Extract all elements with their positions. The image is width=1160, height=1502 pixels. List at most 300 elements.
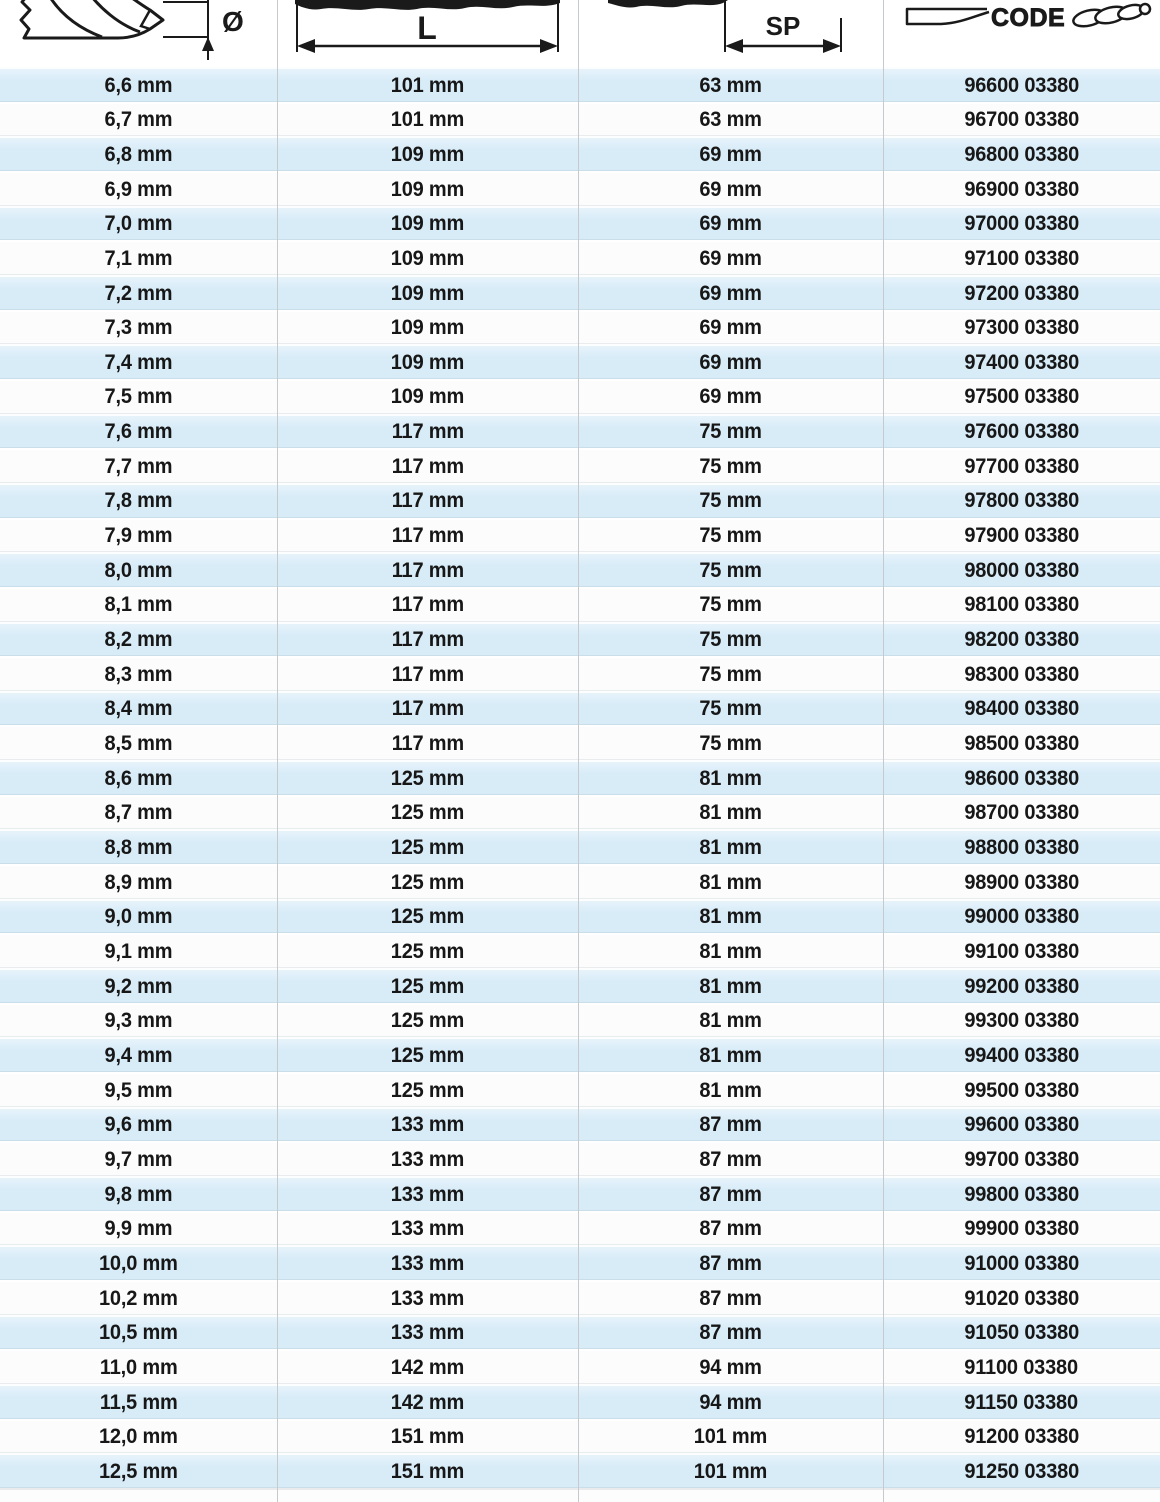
diameter-value: 9,6 mm <box>104 1112 173 1137</box>
length-value: 125 mm <box>390 835 465 860</box>
diameter-value: 7,9 mm <box>104 523 173 548</box>
table-row <box>0 448 1160 483</box>
table-row <box>0 102 1160 137</box>
code-value: 97200 03380 <box>964 280 1079 305</box>
diameter-value: 8,5 mm <box>104 731 173 756</box>
diameter-cell <box>0 208 277 241</box>
spiral-value: 75 mm <box>699 731 762 756</box>
length-cell <box>277 1143 578 1176</box>
spiral-value: 87 mm <box>699 1146 762 1171</box>
spiral-value: 81 mm <box>699 1042 762 1067</box>
code-value: 98600 03380 <box>964 765 1079 790</box>
code-value: 91250 03380 <box>964 1458 1079 1483</box>
diameter-value: 7,1 mm <box>104 245 173 270</box>
code-value: 99800 03380 <box>964 1181 1079 1206</box>
code-cell <box>883 1039 1160 1072</box>
diameter-cell <box>0 831 277 864</box>
spec-table-body <box>0 67 1160 1488</box>
diameter-value: 7,3 mm <box>104 315 173 340</box>
code-cell <box>883 312 1160 345</box>
length-value: 117 mm <box>391 592 464 617</box>
table-row <box>0 67 1160 102</box>
table-row <box>0 1003 1160 1038</box>
spiral-value: 69 mm <box>699 384 762 409</box>
diameter-cell <box>0 624 277 657</box>
diameter-value: 9,9 mm <box>104 1216 173 1241</box>
table-row <box>0 344 1160 379</box>
code-value: 91000 03380 <box>964 1250 1079 1275</box>
length-value: 117 mm <box>391 627 464 652</box>
diameter-value: 8,8 mm <box>104 835 173 860</box>
spiral-value: 69 mm <box>699 211 762 236</box>
diameter-value: 12,5 mm <box>99 1458 178 1483</box>
code-value: 99600 03380 <box>964 1112 1079 1137</box>
code-cell <box>883 935 1160 968</box>
spiral-value: 81 mm <box>699 1008 762 1033</box>
spiral-cell <box>578 693 883 726</box>
code-value: 99400 03380 <box>964 1042 1079 1067</box>
length-cell <box>277 138 578 171</box>
length-value: 101 mm <box>390 72 465 97</box>
code-value: 99900 03380 <box>964 1216 1079 1241</box>
spiral-cell <box>578 901 883 934</box>
drill-diameter-diagram-icon <box>0 0 277 67</box>
code-cell <box>883 208 1160 241</box>
length-value: 125 mm <box>390 904 465 929</box>
diameter-cell <box>0 173 277 206</box>
table-row <box>0 171 1160 206</box>
code-drill-diagram-icon <box>883 0 1160 67</box>
length-value: 133 mm <box>390 1285 465 1310</box>
diameter-cell <box>0 1178 277 1211</box>
code-value: 96800 03380 <box>964 141 1079 166</box>
diameter-cell <box>0 1317 277 1350</box>
diameter-cell <box>0 138 277 171</box>
length-cell <box>277 173 578 206</box>
diameter-value: 11,5 mm <box>99 1389 178 1414</box>
spiral-cell <box>578 346 883 379</box>
spiral-cell <box>578 1005 883 1038</box>
length-cell <box>277 970 578 1003</box>
spiral-value: 81 mm <box>699 938 762 963</box>
diameter-cell <box>0 1039 277 1072</box>
spiral-cell <box>578 1317 883 1350</box>
diameter-cell <box>0 381 277 414</box>
diameter-value: 9,5 mm <box>104 1077 173 1102</box>
code-cell <box>883 797 1160 830</box>
length-value: 117 mm <box>391 731 464 756</box>
table-row <box>0 518 1160 553</box>
length-cell <box>277 1005 578 1038</box>
length-value: 117 mm <box>391 523 464 548</box>
length-dimension-diagram-icon <box>277 0 578 67</box>
length-value: 125 mm <box>390 869 465 894</box>
code-value: 99300 03380 <box>964 1008 1079 1033</box>
length-cell <box>277 554 578 587</box>
code-cell <box>883 277 1160 310</box>
table-row <box>0 1176 1160 1211</box>
spiral-value: 81 mm <box>699 904 762 929</box>
length-value: 109 mm <box>390 315 465 340</box>
length-cell <box>277 866 578 899</box>
code-cell <box>883 1074 1160 1107</box>
length-value: 133 mm <box>390 1181 465 1206</box>
spiral-value: 87 mm <box>699 1285 762 1310</box>
code-value: 91100 03380 <box>964 1354 1079 1379</box>
column-divider <box>277 0 278 1502</box>
diameter-value: 6,7 mm <box>104 107 173 132</box>
table-row <box>0 1280 1160 1315</box>
length-value: 117 mm <box>391 661 464 686</box>
code-cell <box>883 104 1160 137</box>
diameter-value: 11,0 mm <box>99 1354 178 1379</box>
diameter-cell <box>0 1386 277 1419</box>
table-row <box>0 1419 1160 1454</box>
spiral-value: 101 mm <box>693 1458 768 1483</box>
table-row <box>0 864 1160 899</box>
code-value: 96900 03380 <box>964 176 1079 201</box>
diameter-value: 9,3 mm <box>104 1008 173 1033</box>
length-value: 109 mm <box>390 349 465 374</box>
spiral-cell <box>578 485 883 518</box>
spiral-cell <box>578 1455 883 1488</box>
length-cell <box>277 693 578 726</box>
spiral-value: 101 mm <box>693 1424 768 1449</box>
spiral-value: 75 mm <box>699 696 762 721</box>
diameter-cell <box>0 69 277 102</box>
code-value: 97400 03380 <box>964 349 1079 374</box>
diameter-value: 10,5 mm <box>99 1320 178 1345</box>
spiral-cell <box>578 69 883 102</box>
code-value: 91050 03380 <box>964 1320 1079 1345</box>
table-row <box>0 136 1160 171</box>
length-cell <box>277 1351 578 1384</box>
diameter-cell <box>0 970 277 1003</box>
table-row <box>0 379 1160 414</box>
code-cell <box>883 1143 1160 1176</box>
diameter-cell <box>0 312 277 345</box>
spiral-value: 69 mm <box>699 315 762 340</box>
code-cell <box>883 1351 1160 1384</box>
diameter-value: 7,8 mm <box>104 488 173 513</box>
table-row <box>0 795 1160 830</box>
code-cell <box>883 554 1160 587</box>
spiral-value: 75 mm <box>699 627 762 652</box>
diameter-cell <box>0 901 277 934</box>
spiral-cell <box>578 520 883 553</box>
length-value: 125 mm <box>390 938 465 963</box>
spiral-cell <box>578 658 883 691</box>
diameter-value: 7,2 mm <box>104 280 173 305</box>
spiral-cell <box>578 1247 883 1280</box>
diameter-cell <box>0 1074 277 1107</box>
length-value: 133 mm <box>390 1112 465 1137</box>
table-row <box>0 1072 1160 1107</box>
spiral-value: 87 mm <box>699 1181 762 1206</box>
length-value: 125 mm <box>390 1077 465 1102</box>
diameter-value: 7,7 mm <box>104 453 173 478</box>
code-value: 98000 03380 <box>964 557 1079 582</box>
code-cell <box>883 901 1160 934</box>
length-cell <box>277 797 578 830</box>
spiral-cell <box>578 312 883 345</box>
spiral-cell <box>578 1074 883 1107</box>
code-value: 97100 03380 <box>964 245 1079 270</box>
code-cell <box>883 866 1160 899</box>
spiral-value: 87 mm <box>699 1320 762 1345</box>
table-header <box>0 0 1160 67</box>
table-row <box>0 691 1160 726</box>
header-code <box>883 0 1160 67</box>
diameter-value: 8,4 mm <box>104 696 173 721</box>
code-value: 91200 03380 <box>964 1424 1079 1449</box>
length-cell <box>277 727 578 760</box>
table-row <box>0 275 1160 310</box>
diameter-value: 9,8 mm <box>104 1181 173 1206</box>
diameter-value: 9,7 mm <box>104 1146 173 1171</box>
spiral-value: 81 mm <box>699 973 762 998</box>
spiral-value: 69 mm <box>699 280 762 305</box>
diameter-cell <box>0 1282 277 1315</box>
code-cell <box>883 173 1160 206</box>
diameter-cell <box>0 658 277 691</box>
diameter-value: 9,4 mm <box>104 1042 173 1067</box>
spiral-label: SP <box>765 11 801 41</box>
spiral-cell <box>578 624 883 657</box>
spiral-value: 94 mm <box>699 1389 762 1414</box>
length-value: 109 mm <box>390 280 465 305</box>
spiral-cell <box>578 104 883 137</box>
diameter-value: 7,0 mm <box>104 211 173 236</box>
diameter-cell <box>0 1455 277 1488</box>
length-cell <box>277 1421 578 1454</box>
table-row <box>0 1245 1160 1280</box>
length-cell <box>277 1178 578 1211</box>
code-cell <box>883 450 1160 483</box>
spiral-cell <box>578 1282 883 1315</box>
length-cell <box>277 312 578 345</box>
diameter-cell <box>0 866 277 899</box>
diameter-cell <box>0 935 277 968</box>
diameter-cell <box>0 346 277 379</box>
spiral-cell <box>578 138 883 171</box>
length-value: 142 mm <box>390 1389 465 1414</box>
code-value: 97900 03380 <box>964 523 1079 548</box>
code-cell <box>883 416 1160 449</box>
spiral-cell <box>578 1109 883 1142</box>
length-value: 117 mm <box>391 696 464 721</box>
table-row <box>0 899 1160 934</box>
code-cell <box>883 138 1160 171</box>
code-value: 98400 03380 <box>964 696 1079 721</box>
code-cell <box>883 1178 1160 1211</box>
spiral-cell <box>578 797 883 830</box>
spiral-cell <box>578 173 883 206</box>
table-row <box>0 1315 1160 1350</box>
length-cell <box>277 1282 578 1315</box>
length-cell <box>277 485 578 518</box>
code-value: 98100 03380 <box>964 592 1079 617</box>
header-diameter <box>0 0 277 67</box>
code-value: 99700 03380 <box>964 1146 1079 1171</box>
code-value: 97300 03380 <box>964 315 1079 340</box>
code-value: 97600 03380 <box>964 419 1079 444</box>
code-value: 98500 03380 <box>964 731 1079 756</box>
table-row <box>0 968 1160 1003</box>
length-value: 133 mm <box>390 1216 465 1241</box>
code-value: 98300 03380 <box>964 661 1079 686</box>
spiral-cell <box>578 381 883 414</box>
length-cell <box>277 1386 578 1419</box>
diameter-cell <box>0 762 277 795</box>
length-cell <box>277 831 578 864</box>
table-row <box>0 483 1160 518</box>
code-cell <box>883 658 1160 691</box>
length-cell <box>277 277 578 310</box>
length-cell <box>277 935 578 968</box>
spiral-cell <box>578 1178 883 1211</box>
diameter-value: 6,8 mm <box>104 141 173 166</box>
table-row <box>0 760 1160 795</box>
diameter-cell <box>0 450 277 483</box>
spiral-cell <box>578 242 883 275</box>
table-row <box>0 622 1160 657</box>
code-value: 91150 03380 <box>964 1389 1079 1414</box>
spiral-cell <box>578 831 883 864</box>
spiral-value: 75 mm <box>699 453 762 478</box>
length-value: 125 mm <box>390 1042 465 1067</box>
length-value: 109 mm <box>390 384 465 409</box>
header-length <box>277 0 578 67</box>
spiral-value: 81 mm <box>699 1077 762 1102</box>
length-value: 109 mm <box>390 141 465 166</box>
header-spiral <box>578 0 883 67</box>
code-value: 98800 03380 <box>964 835 1079 860</box>
length-cell <box>277 624 578 657</box>
code-value: 97000 03380 <box>964 211 1079 236</box>
code-value: 99100 03380 <box>964 938 1079 963</box>
diameter-cell <box>0 485 277 518</box>
code-cell <box>883 381 1160 414</box>
code-cell <box>883 1455 1160 1488</box>
diameter-value: 7,6 mm <box>104 419 173 444</box>
code-value: 98900 03380 <box>964 869 1079 894</box>
length-value: 117 mm <box>391 488 464 513</box>
length-cell <box>277 901 578 934</box>
code-value: 99200 03380 <box>964 973 1079 998</box>
diameter-value: 8,6 mm <box>104 765 173 790</box>
spiral-cell <box>578 1386 883 1419</box>
code-value: 96700 03380 <box>964 107 1079 132</box>
diameter-cell <box>0 554 277 587</box>
diameter-cell <box>0 693 277 726</box>
diameter-cell <box>0 104 277 137</box>
spiral-cell <box>578 416 883 449</box>
spiral-cell <box>578 935 883 968</box>
spiral-value: 75 mm <box>699 419 762 444</box>
diameter-cell <box>0 1421 277 1454</box>
length-value: 133 mm <box>390 1250 465 1275</box>
code-cell <box>883 693 1160 726</box>
length-cell <box>277 520 578 553</box>
diameter-value: 8,0 mm <box>104 557 173 582</box>
spiral-value: 63 mm <box>699 107 762 132</box>
spiral-value: 87 mm <box>699 1216 762 1241</box>
length-value: 133 mm <box>390 1320 465 1345</box>
diameter-value: 6,6 mm <box>104 72 173 97</box>
code-label: CODE <box>991 4 1066 32</box>
length-label: L <box>417 10 437 46</box>
table-row <box>0 310 1160 345</box>
length-cell <box>277 1317 578 1350</box>
diameter-cell <box>0 277 277 310</box>
diameter-cell <box>0 1109 277 1142</box>
table-row <box>0 933 1160 968</box>
code-cell <box>883 762 1160 795</box>
diameter-cell <box>0 242 277 275</box>
length-value: 109 mm <box>390 211 465 236</box>
spiral-cell <box>578 970 883 1003</box>
spiral-value: 75 mm <box>699 592 762 617</box>
code-cell <box>883 831 1160 864</box>
diameter-value: 8,3 mm <box>104 661 173 686</box>
length-value: 117 mm <box>391 557 464 582</box>
diameter-value: 6,9 mm <box>104 176 173 201</box>
length-cell <box>277 1455 578 1488</box>
code-cell <box>883 346 1160 379</box>
code-value: 91020 03380 <box>964 1285 1079 1310</box>
length-cell <box>277 69 578 102</box>
spiral-cell <box>578 762 883 795</box>
spiral-cell <box>578 1421 883 1454</box>
code-cell <box>883 970 1160 1003</box>
code-value: 99500 03380 <box>964 1077 1079 1102</box>
length-value: 125 mm <box>390 973 465 998</box>
length-cell <box>277 1039 578 1072</box>
spiral-cell <box>578 554 883 587</box>
code-value: 99000 03380 <box>964 904 1079 929</box>
diameter-cell <box>0 416 277 449</box>
diameter-cell <box>0 727 277 760</box>
spiral-cell <box>578 1213 883 1246</box>
diameter-cell <box>0 1005 277 1038</box>
table-row <box>0 1141 1160 1176</box>
table-row <box>0 1037 1160 1072</box>
diameter-value: 7,5 mm <box>104 384 173 409</box>
length-cell <box>277 1213 578 1246</box>
spiral-cell <box>578 866 883 899</box>
diameter-value: 8,9 mm <box>104 869 173 894</box>
code-value: 98700 03380 <box>964 800 1079 825</box>
table-row <box>0 552 1160 587</box>
length-cell <box>277 208 578 241</box>
length-cell <box>277 658 578 691</box>
spiral-cell <box>578 589 883 622</box>
table-row <box>0 414 1160 449</box>
spiral-cell <box>578 208 883 241</box>
diameter-value: 9,1 mm <box>104 938 173 963</box>
length-cell <box>277 242 578 275</box>
code-cell <box>883 1005 1160 1038</box>
diameter-value: 8,7 mm <box>104 800 173 825</box>
length-cell <box>277 450 578 483</box>
partial-row <box>0 1488 1160 1502</box>
code-value: 96600 03380 <box>964 72 1079 97</box>
diameter-cell <box>0 797 277 830</box>
diameter-symbol: Ø <box>222 6 244 37</box>
diameter-cell <box>0 520 277 553</box>
table-row <box>0 829 1160 864</box>
